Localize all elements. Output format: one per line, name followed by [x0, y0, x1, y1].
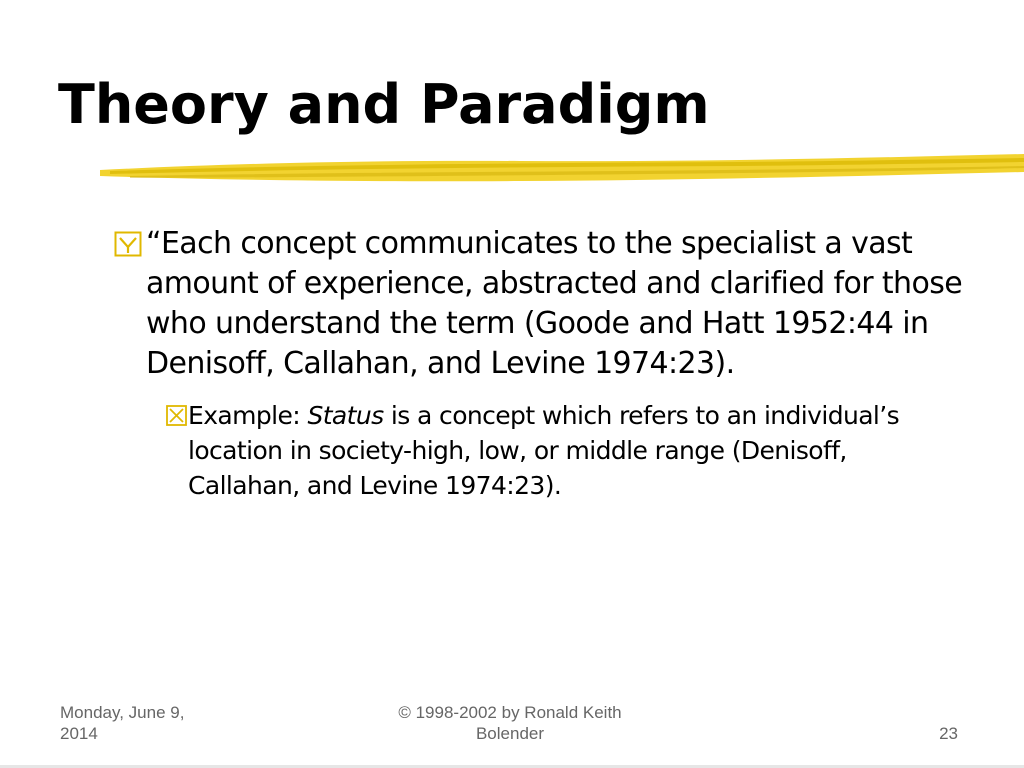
- slide-title: Theory and Paradigm: [58, 73, 710, 136]
- sub-bullet: [166, 398, 948, 503]
- sub-bullet-prefix: Example:: [188, 401, 308, 430]
- sub-bullet-rest: is a concept which refers to an individual’s location in society-high, low, or middle range (Denisoff, Callahan, and Levine 1974:23).: [188, 401, 900, 500]
- footer-date: [60, 702, 260, 744]
- sub-bullet-italic-word: Status: [307, 401, 384, 430]
- footer-copyright-line1: © 1998-2002 by Ronald Keith: [398, 703, 622, 722]
- footer-page-number: 23: [939, 724, 958, 743]
- footer-copyright-line2: Bolender: [475, 724, 545, 743]
- footer-copyright: [360, 702, 660, 744]
- bullet-main-text: “Each concept communicates to the specialist a vast amount of experience, abstracted and clarified for those who understand the term (Goode and Hatt 1952:44 in Denisoff, Callahan, and Levine 1974:23).: [146, 226, 963, 381]
- checkbox-check-icon: [114, 231, 142, 257]
- checkbox-x-icon: [166, 405, 187, 426]
- title-brush-underline: [100, 150, 1024, 184]
- slide-body: [114, 224, 974, 503]
- bullet-main: [114, 224, 971, 384]
- footer-date-line1: Monday, June 9,: [60, 703, 185, 722]
- footer-date-line2: 2014: [60, 724, 98, 743]
